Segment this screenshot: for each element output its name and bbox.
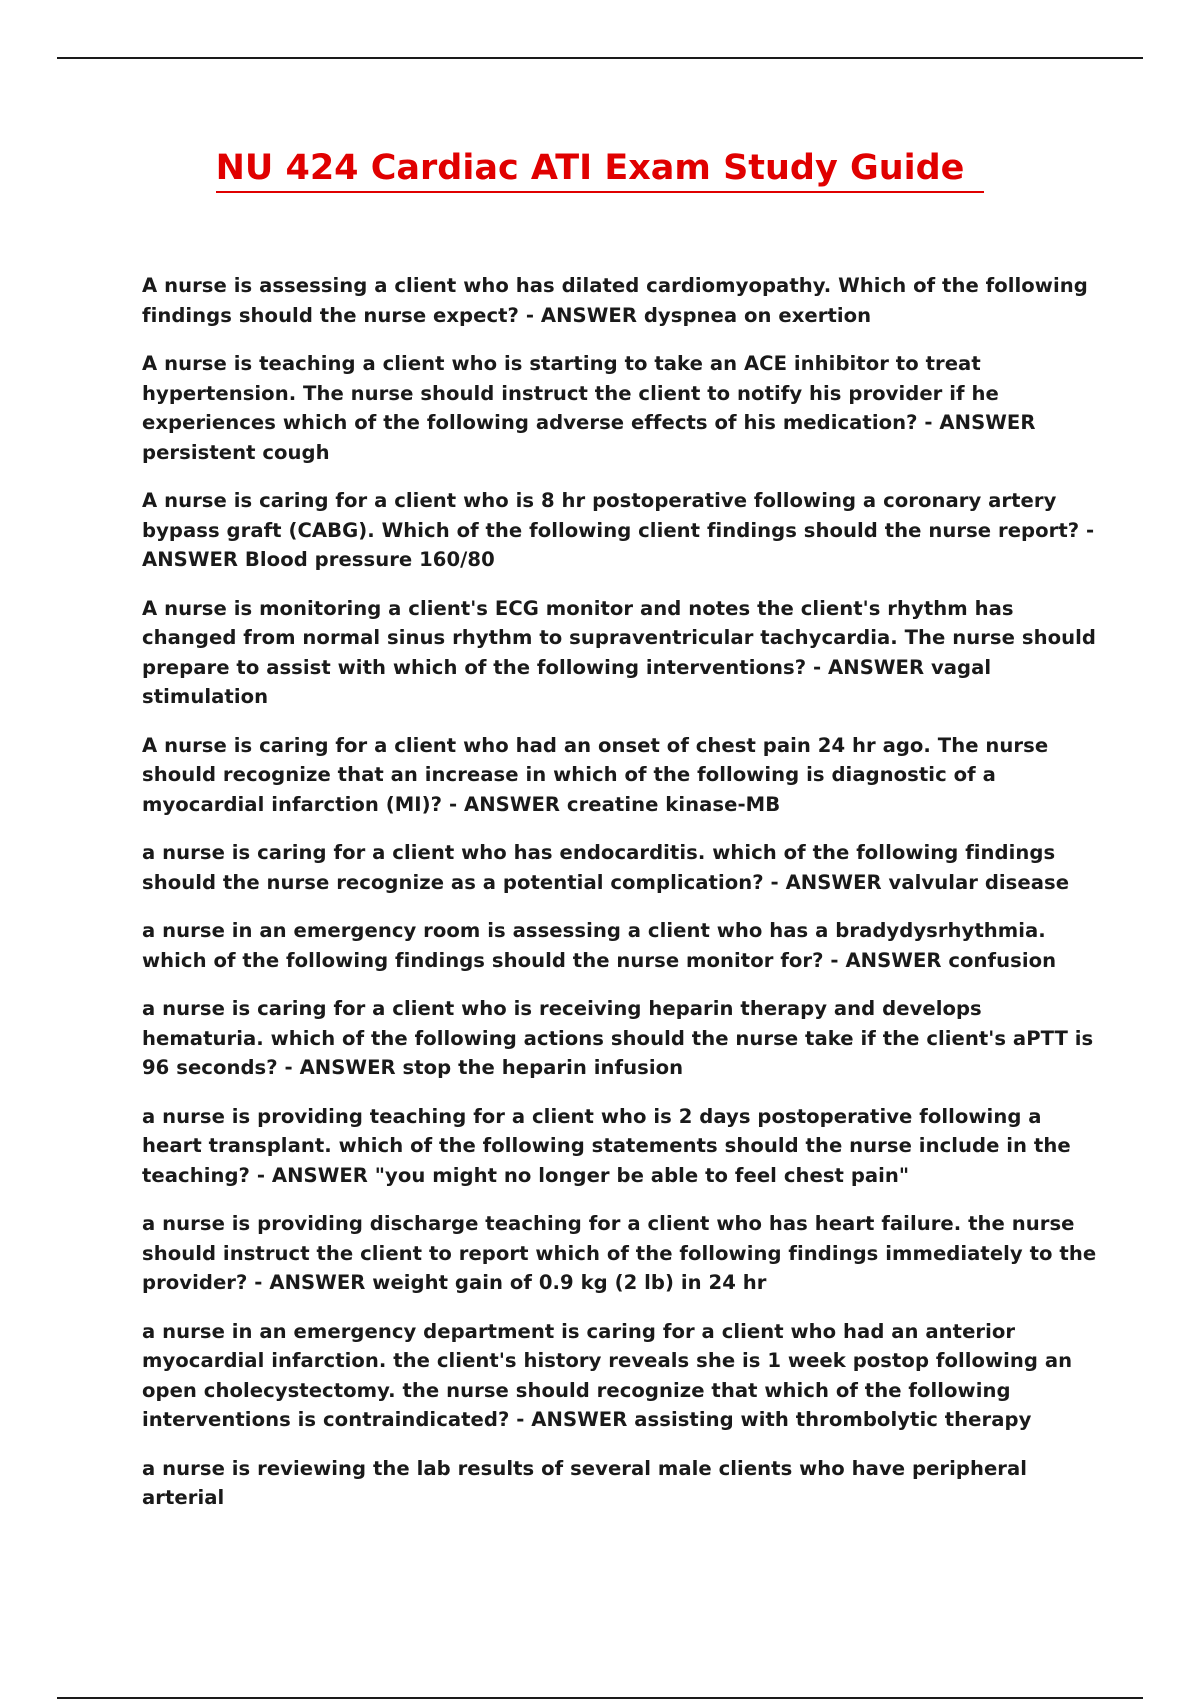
qa-item-8: a nurse is caring for a client who is receiving heparin therapy and develops hematuria. which of the following actions should the nurse take if the client's aPTT is 96 seconds? - ANSWER stop the heparin infusion [142,997,1094,1079]
document-title-wrapper [0,148,1200,193]
top-rule [57,57,1143,59]
qa-item-10: a nurse is providing discharge teaching for a client who has heart failure. the nurse should instruct the client to report which of the following findings immediately to the provider? - ANSWER weight gain of 0.9 kg (2 lb) in 24 hr [142,1212,1097,1294]
qa-item-7: a nurse in an emergency room is assessing a client who has a bradydysrhythmia. which of the following findings should the nurse monitor for? - ANSWER confusion [142,919,1057,972]
qa-item-6: a nurse is caring for a client who has endocarditis. which of the following findings should the nurse recognize as a potential complication? - ANSWER valvular disease [142,841,1070,894]
qa-item-12-truncated: a nurse is reviewing the lab results of several male clients who have peripheral arterial [142,1456,1028,1509]
qa-item-9: a nurse is providing teaching for a client who is 2 days postoperative following a heart transplant. which of the following statements should the nurse include in the teaching? - ANSWER "you might no longer be able to feel chest pain" [142,1104,1071,1187]
qa-item-5: A nurse is caring for a client who had an onset of chest pain 24 hr ago. The nurse should recognize that an increase in which of the following is diagnostic of a myocardial infarction (MI)? - ANSWER creatine kinase-MB [142,733,1049,816]
document-title: NU 424 Cardiac ATI Exam Study Guide [216,148,985,193]
qa-list [142,271,1102,1509]
qa-item-4: A nurse is monitoring a client's ECG monitor and notes the client's rhythm has changed from normal sinus rhythm to supraventricular tachycardia. The nurse should prepare to assist with which of the following interventions? - ANSWER vagal stimulation [142,596,1096,708]
qa-item-11: a nurse in an emergency department is caring for a client who had an anterior myocardial infarction. the client's history reveals she is 1 week postop following an open cholecystectomy. the nurse should recognize that which of the following interventions is contraindicated? - ANSWER assisting with thrombolytic therapy [142,1319,1073,1431]
qa-item-2: A nurse is teaching a client who is starting to take an ACE inhibitor to treat hypertension. The nurse should instruct the client to notify his provider if he experiences which of the following adverse effects of his medication? - ANSWER persistent cough [142,352,1036,464]
qa-item-3: A nurse is caring for a client who is 8 hr postoperative following a coronary artery bypass graft (CABG). Which of the following client findings should the nurse report? - ANSWER Blood pressure 160/80 [142,489,1095,571]
qa-item-1: A nurse is assessing a client who has dilated cardiomyopathy. Which of the following findings should the nurse expect? - ANSWER dyspnea on exertion [142,274,1088,327]
bottom-rule [57,1697,1143,1699]
